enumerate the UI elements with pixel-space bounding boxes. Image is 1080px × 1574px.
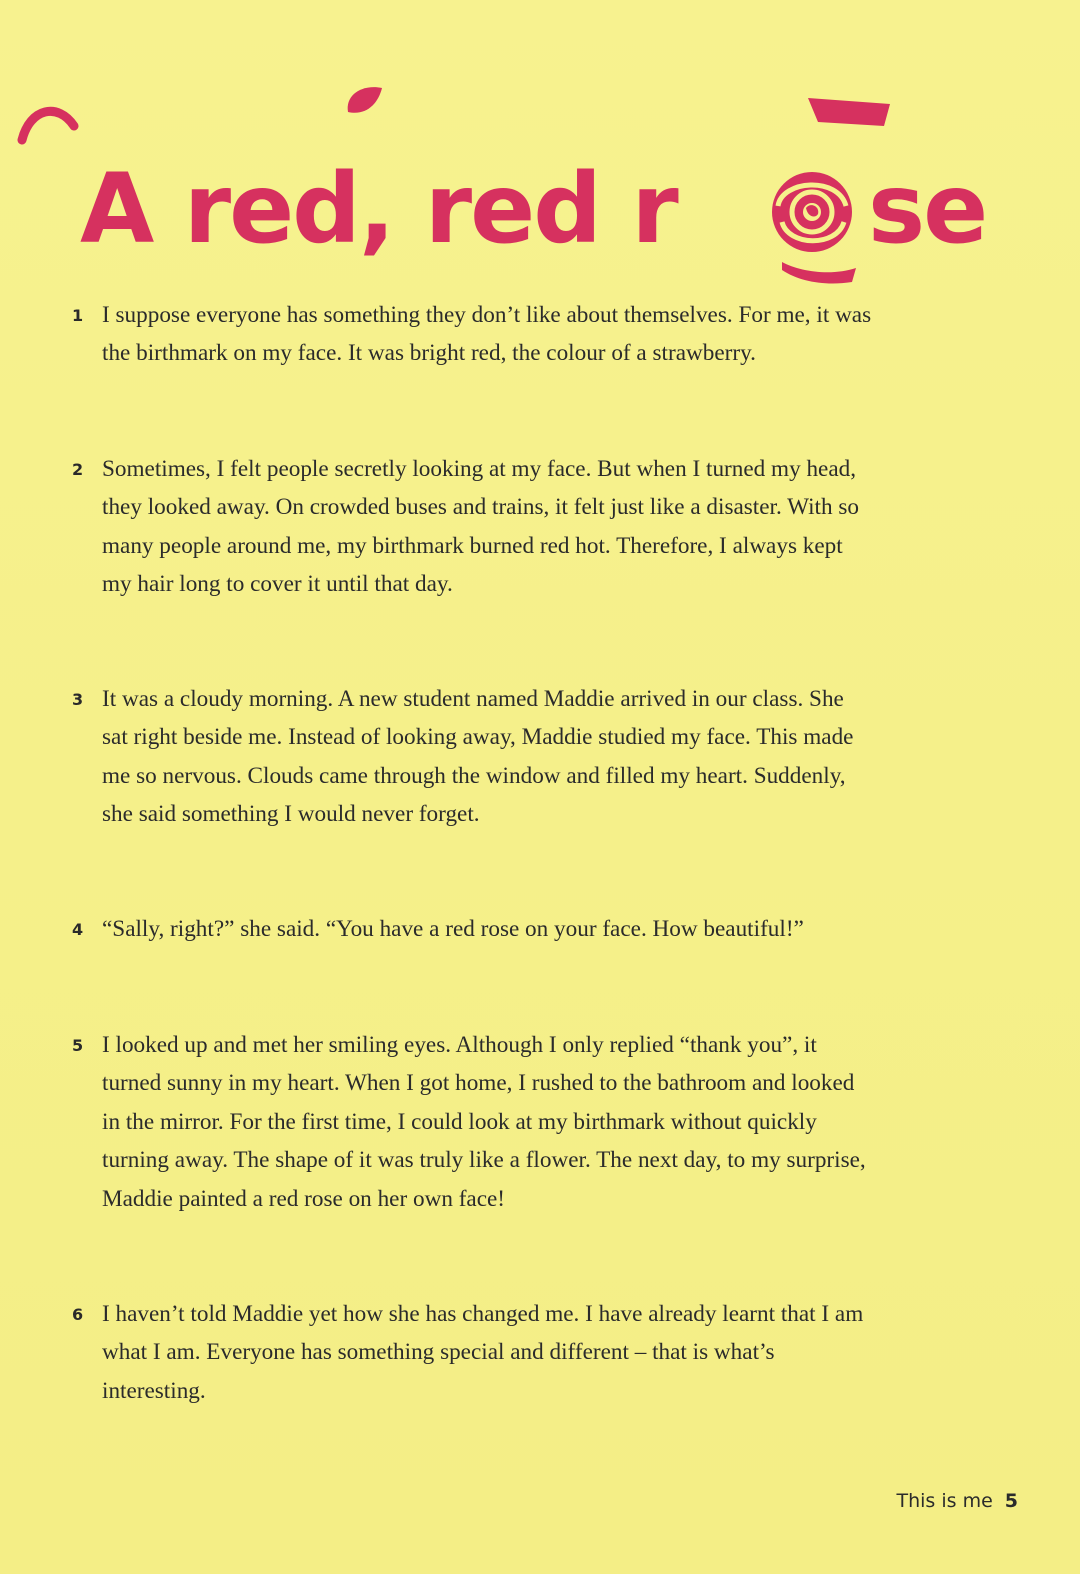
- paragraph-text: “Sally, right?” she said. “You have a red rose on your face. How beautiful!”: [102, 916, 804, 942]
- paragraph-number: 5: [72, 1036, 84, 1055]
- page-number: 5: [1004, 1490, 1018, 1512]
- page-title: A red, red r: [80, 153, 677, 265]
- section-title: This is me: [896, 1490, 993, 1512]
- paragraph-text: I suppose everyone has something they don’t like about themselves. For me, it was the birthmark on my face. It was bright red, the colour of a strawberry.: [102, 302, 872, 367]
- rose-icon: [772, 172, 852, 252]
- page-title-end: se: [868, 153, 987, 265]
- arc-decoration-icon: [22, 111, 74, 140]
- petal-decoration-icon: [348, 87, 382, 113]
- paragraph-number: 3: [72, 690, 84, 709]
- title-area: [0, 0, 1080, 300]
- paragraph-text: Sometimes, I felt people secretly looking at my face. But when I turned my head, they looked away. On crowded buses and trains, it felt just like a disaster. With so many people around me, my birthmark burned red hot. Therefore, I always kept my hair long to cover it until that day.: [102, 456, 860, 598]
- paragraph-number: 2: [72, 460, 84, 479]
- title-graphic: [0, 0, 1080, 300]
- paragraph-text: I haven’t told Maddie yet how she has changed me. I have already learnt that I am what I am. Everyone has something special and different – that is what’s interesting.: [102, 1301, 864, 1404]
- paragraph-number: 4: [72, 920, 84, 939]
- paragraph-number: 1: [72, 306, 84, 325]
- page-footer: [896, 1490, 1018, 1512]
- paragraph-number: 6: [72, 1305, 84, 1324]
- leaf-decoration-icon: [782, 262, 856, 284]
- paragraph-text: It was a cloudy morning. A new student named Maddie arrived in our class. She sat right beside me. Instead of looking away, Maddie studied my face. This made me so nervous. Clouds came through the window and filled my heart. Suddenly, she said something I would never forget.: [102, 686, 854, 828]
- dash-decoration-icon: [808, 98, 890, 126]
- paragraph-text: I looked up and met her smiling eyes. Although I only replied “thank you”, it turned sunny in my heart. When I got home, I rushed to the bathroom and looked in the mirror. For the first time, I could look at my birthmark without quickly turning away. The shape of it was truly like a flower. The next day, to my surprise, Maddie painted a red rose on her own face!: [102, 1032, 866, 1212]
